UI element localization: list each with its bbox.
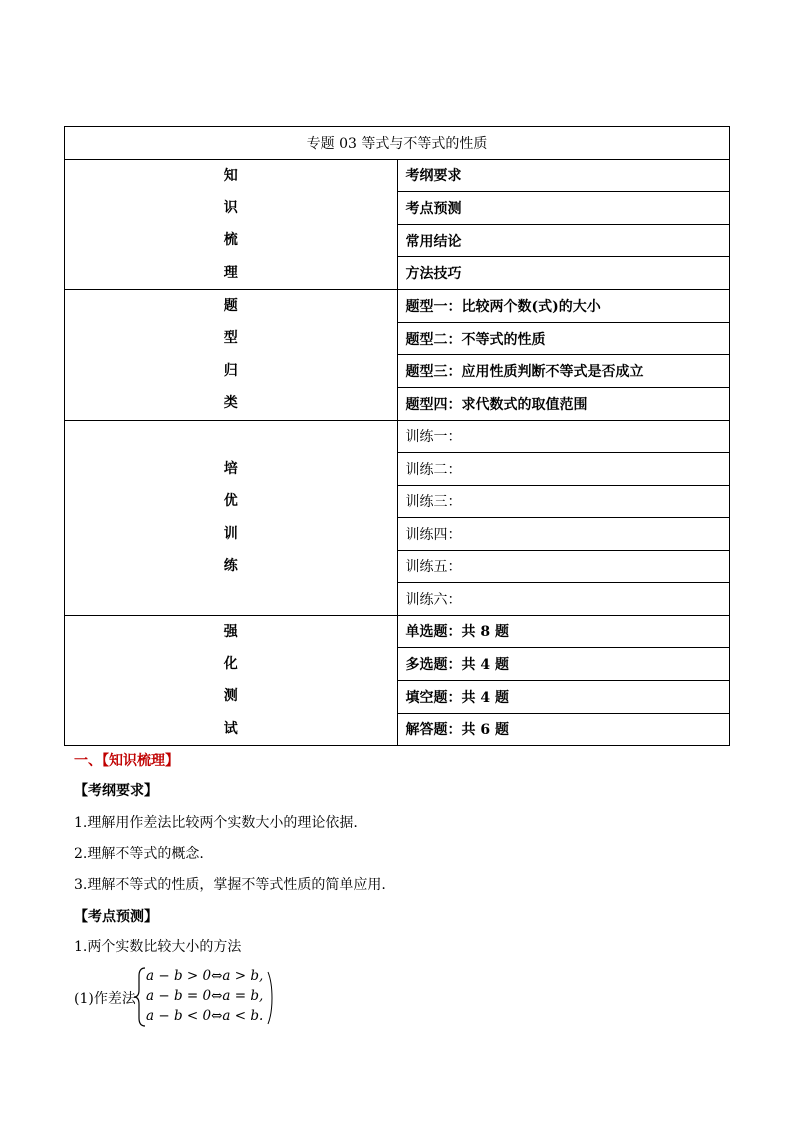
section-prefix: 一、	[74, 753, 102, 769]
kaodian-heading: 【考点预测】	[74, 909, 158, 925]
group-label-char: 型	[223, 330, 238, 347]
table-row	[65, 159, 730, 192]
outline-item: 训练一：	[397, 420, 730, 453]
group-label-char: 题	[223, 298, 238, 315]
outline-item: 题型三：应用性质判断不等式是否成立	[397, 355, 730, 388]
section-title: 【知识梳理】	[102, 753, 179, 769]
group-label-char: 梳	[223, 232, 238, 249]
group-label-cell	[65, 159, 398, 290]
right-bracket-icon	[266, 970, 274, 1026]
table-row	[65, 615, 730, 648]
group-label-char: 类	[223, 395, 238, 412]
outline-item: 考点预测	[397, 192, 730, 225]
table-row	[65, 290, 730, 323]
formula-row: a − b = 0⇔a = b,	[146, 988, 264, 1004]
section-heading	[74, 750, 179, 770]
kaogang-line-2: 2.理解不等式的概念.	[74, 846, 204, 862]
formula-row: a − b > 0⇔a > b,	[146, 968, 264, 984]
outline-item: 题型四：求代数式的取值范围	[397, 387, 730, 420]
kaodian-line-1: 1.两个实数比较大小的方法	[74, 939, 242, 955]
group-label-cell	[65, 290, 398, 421]
group-label-char: 试	[223, 720, 238, 737]
outline-item: 单选题：共 8 题	[397, 615, 730, 648]
outline-item: 训练五：	[397, 550, 730, 583]
kaogang-line-3: 3.理解不等式的性质，掌握不等式性质的简单应用.	[74, 877, 386, 893]
outline-item: 训练六：	[397, 583, 730, 616]
left-brace-icon	[133, 966, 147, 1028]
outline-item: 题型二：不等式的性质	[397, 322, 730, 355]
outline-item: 题型一：比较两个数(式)的大小	[397, 290, 730, 323]
group-label-char: 强	[223, 623, 238, 640]
outline-item: 解答题：共 6 题	[397, 713, 730, 746]
group-label-char: 测	[223, 688, 238, 705]
kaogang-line-1: 1.理解用作差法比较两个实数大小的理论依据.	[74, 815, 358, 831]
table-row	[65, 420, 730, 453]
table-title-row	[65, 127, 730, 160]
formula-label: (1)作差法	[74, 991, 136, 1007]
kaogang-heading: 【考纲要求】	[74, 783, 158, 799]
group-label-char: 训	[223, 525, 238, 542]
outline-item: 训练三：	[397, 485, 730, 518]
group-label-char: 归	[223, 362, 238, 379]
outline-item: 多选题：共 4 题	[397, 648, 730, 681]
table-title: 专题 03 等式与不等式的性质	[65, 127, 730, 160]
outline-item: 考纲要求	[397, 159, 730, 192]
outline-item: 方法技巧	[397, 257, 730, 290]
group-label-char: 优	[223, 493, 238, 510]
group-label-char: 化	[223, 656, 238, 673]
group-label-cell	[65, 420, 398, 615]
outline-item: 训练四：	[397, 518, 730, 551]
group-label-char: 培	[223, 460, 238, 477]
outline-item: 填空题：共 4 题	[397, 680, 730, 713]
outline-item: 训练二：	[397, 453, 730, 486]
group-label-char: 理	[223, 264, 238, 281]
group-label-char: 知	[223, 167, 238, 184]
formula-row: a − b < 0⇔a < b.	[146, 1008, 264, 1024]
outline-item: 常用结论	[397, 224, 730, 257]
group-label-cell	[65, 615, 398, 746]
formula-rows	[146, 966, 263, 1026]
outline-table	[64, 126, 730, 746]
group-label-char: 练	[223, 558, 238, 575]
group-label-char: 识	[223, 199, 238, 216]
